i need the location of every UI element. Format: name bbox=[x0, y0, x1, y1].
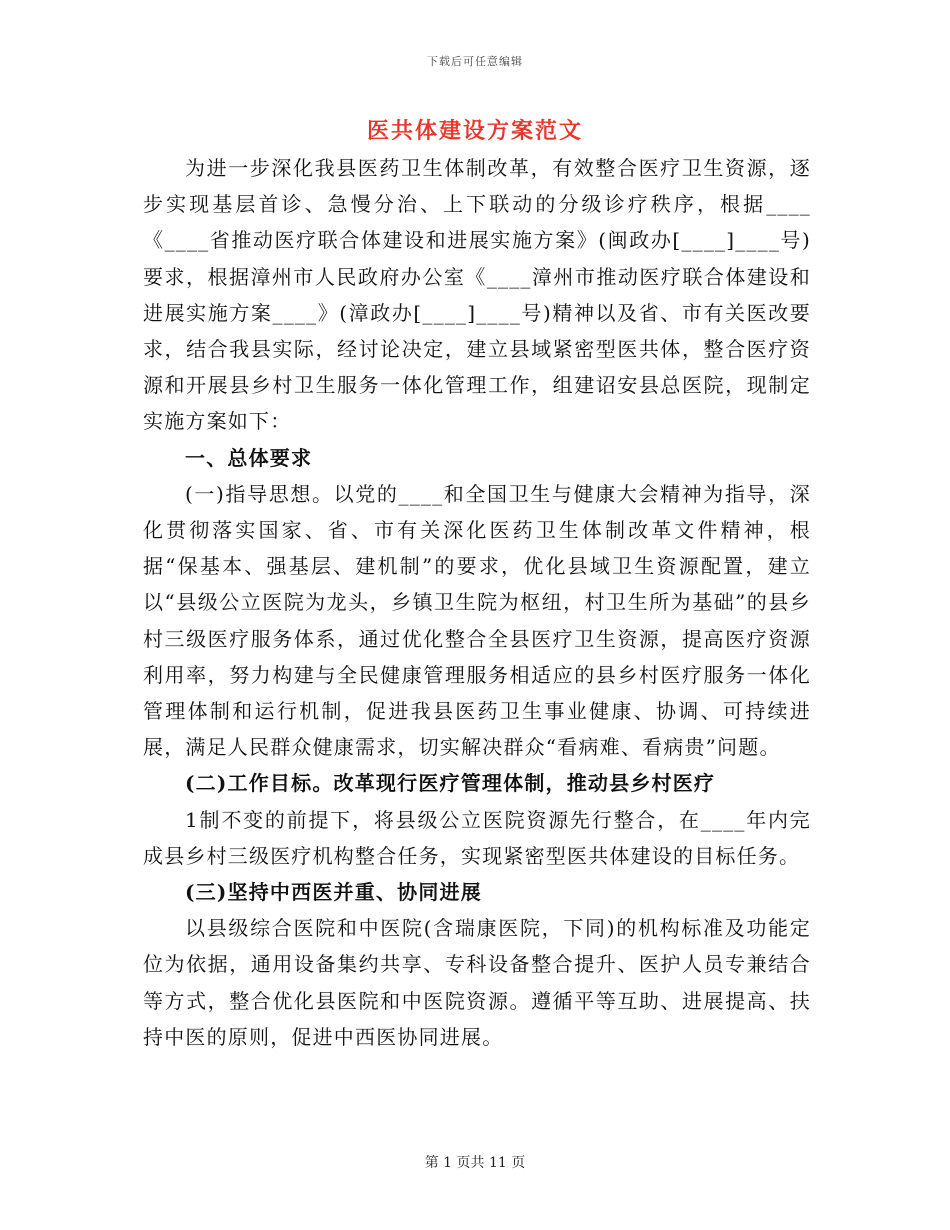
work-goals-heading: (二)工作目标。改革现行医疗管理体制，推动县乡村医疗 bbox=[185, 771, 716, 796]
intro-paragraph: 为进一步深化我县医药卫生体制改革，有效整合医疗卫生资源，逐步实现基层首诊、急慢分治、上下联动的分级诊疗秩序，根据____《____省推动医疗联合体建设和进展实施方案》(闽政办[____]____号)要求，根据漳州市人民政府办公室《____漳州市推动医疗联合体建设和进展实施方案____》(漳政办[____]____号)精神以及省、市有关医改要求，结合我县实际，经讨论决定，建立县域紧密型医共体，整合医疗资源和开展县乡村卫生服务一体化管理工作，组建诏安县总医院，现制定实施方案如下： bbox=[143, 156, 811, 434]
chinese-western-medicine-paragraph: 以县级综合医院和中医院(含瑞康医院，下同)的机构标准及功能定位为依据，通用设备集约共享、专科设备整合提升、医护人员专兼结合等方式，整合优化县医院和中医院资源。遵循平等互助、进展提高、扶持中医的原则，促进中西医协同进展。 bbox=[143, 916, 811, 1049]
header-note: 下载后可任意编辑 bbox=[427, 55, 523, 68]
guiding-ideology-paragraph: (一)指导思想。以党的____和全国卫生与健康大会精神为指导，深化贯彻落实国家、省、市有关深化医药卫生体制改革文件精神，根据“保基本、强基层、建机制”的要求，优化县域卫生资源配置，建立以“县级公立医院为龙头，乡镇卫生院为枢纽，村卫生所为基础”的县乡村三级医疗服务体系，通过优化整合全县医疗卫生资源，提高医疗资源利用率，努力构建与全民健康管理服务相适应的县乡村医疗服务一体化管理体制和运行机制，促进我县医药卫生事业健康、协调、可持续进展，满足人民群众健康需求，切实解决群众“看病难、看病贵”问题。 bbox=[143, 481, 811, 760]
section-heading-general-requirements: 一、总体要求 bbox=[185, 445, 313, 470]
page-number: 第 1 页共 11 页 bbox=[424, 1155, 526, 1171]
document-body bbox=[143, 150, 811, 1055]
document-title: 医共体建设方案范文 bbox=[366, 118, 583, 144]
work-goals-paragraph: 1制不变的前提下，将县级公立医院资源先行整合，在____年内完成县乡村三级医疗机构整合任务，实现紧密型医共体建设的目标任务。 bbox=[143, 807, 811, 868]
chinese-western-medicine-heading: (三)坚持中西医并重、协同进展 bbox=[185, 880, 482, 905]
